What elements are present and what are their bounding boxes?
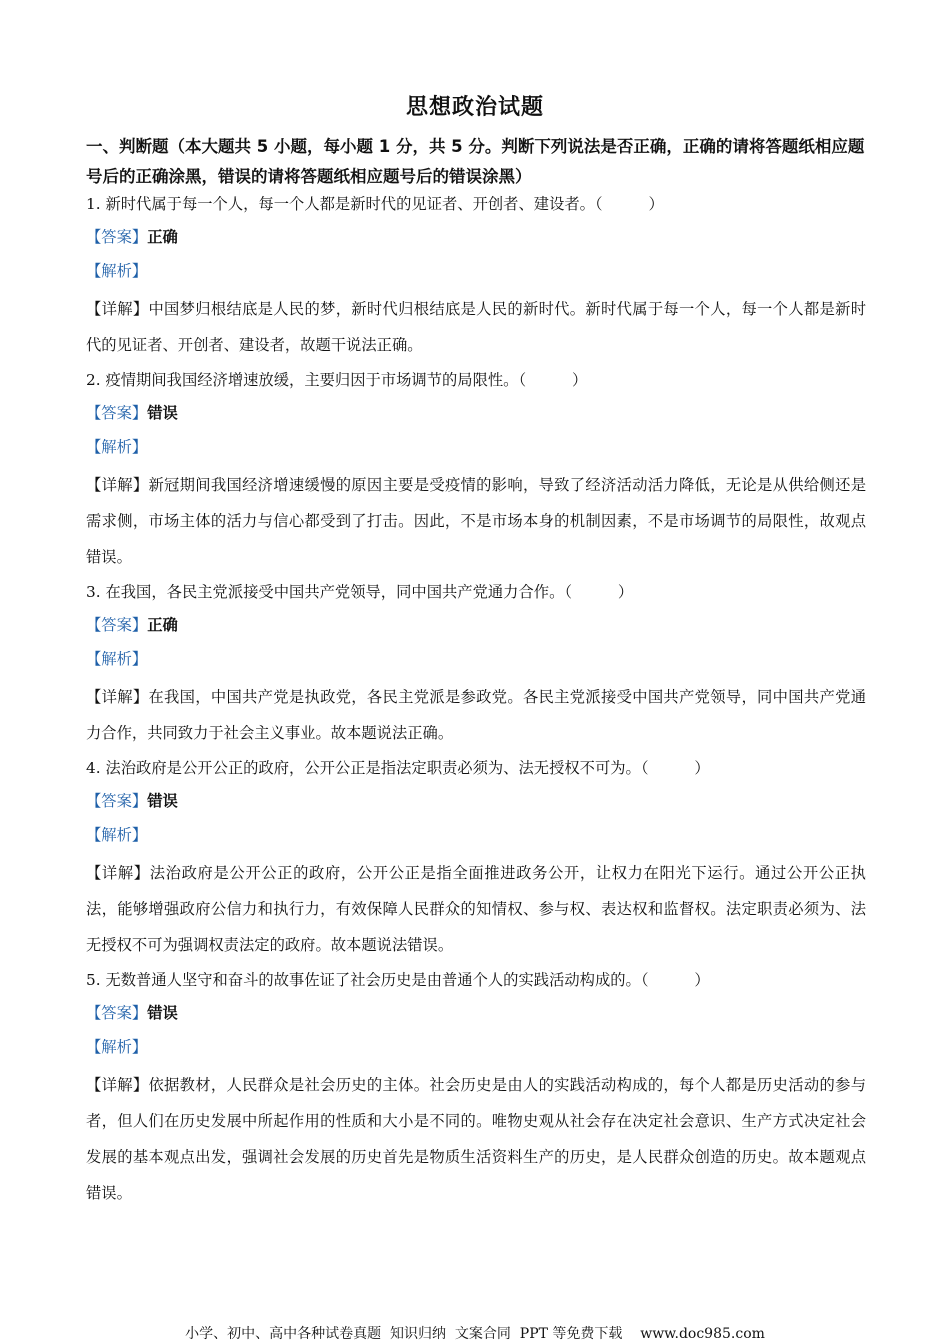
analysis-label: 【解析】 <box>86 650 148 668</box>
detail-text: 依据教材，人民群众是社会历史的主体。社会历史是由人的实践活动构成的，每个人都是历史活动的参与者，但人们在历史发展中所起作用的性质和大小是不同的。唯物史观从社会存在决定社会意识、生产方式决定社会发展的基本观点出发，强调社会发展的历史首先是物质生活资料生产的历史，是人民群众创造的历史。故本题观点错误。 <box>86 1076 866 1202</box>
analysis-label: 【解析】 <box>86 262 148 280</box>
detail-label: 【详解】 <box>86 864 150 882</box>
answer-label: 【答案】 <box>86 404 148 422</box>
page-title: 思想政治试题 <box>405 95 544 120</box>
detail-label: 【详解】 <box>86 300 149 318</box>
detail-paragraph <box>86 291 866 363</box>
answer-value: 错误 <box>147 1004 178 1022</box>
question-text: 1. 新时代属于每一个人，每一个人都是新时代的见证者、开创者、建设者。（ ） <box>86 195 664 213</box>
question-text: 3. 在我国，各民主党派接受中国共产党领导，同中国共产党通力合作。（ ） <box>86 583 634 601</box>
detail-text: 中国梦归根结底是人民的梦，新时代归根结底是人民的新时代。新时代属于每一个人，每一个人都是新时代的见证者、开创者、建设者，故题干说法正确。 <box>86 300 866 354</box>
section-heading: 一、判断题（本大题共 5 小题，每小题 1 分，共 5 分。判断下列说法是否正确，正确的请将答题纸相应题号后的正确涂黑，错误的请将答题纸相应题号后的错误涂黑） <box>86 137 865 186</box>
analysis-label: 【解析】 <box>86 826 148 844</box>
detail-text: 新冠期间我国经济增速缓慢的原因主要是受疫情的影响，导致了经济活动活力降低，无论是从供给侧还是需求侧，市场主体的活力与信心都受到了打击。因此，不是市场本身的机制因素，不是市场调节的局限性，故观点错误。 <box>86 476 866 566</box>
answer-value: 错误 <box>147 404 178 422</box>
analysis-label: 【解析】 <box>86 1038 148 1056</box>
detail-label: 【详解】 <box>86 476 149 494</box>
detail-paragraph <box>86 855 866 963</box>
question-text: 4. 法治政府是公开公正的政府，公开公正是指法定职责必须为、法无授权不可为。（ ） <box>86 759 710 777</box>
answer-value: 正确 <box>147 228 178 246</box>
answer-line <box>86 399 866 427</box>
answer-line <box>86 611 866 639</box>
answer-line <box>86 787 866 815</box>
answer-label: 【答案】 <box>86 616 148 634</box>
answer-value: 错误 <box>147 792 178 810</box>
answer-label: 【答案】 <box>86 1004 148 1022</box>
detail-paragraph <box>86 1067 866 1211</box>
question-text: 2. 疫情期间我国经济增速放缓，主要归因于市场调节的局限性。（ ） <box>86 371 588 389</box>
detail-label: 【详解】 <box>86 1076 149 1094</box>
detail-label: 【详解】 <box>86 688 149 706</box>
detail-text: 在我国，中国共产党是执政党，各民主党派是参政党。各民主党派接受中国共产党领导，同中国共产党通力合作，共同致力于社会主义事业。故本题说法正确。 <box>86 688 866 742</box>
answer-label: 【答案】 <box>86 792 148 810</box>
answer-line <box>86 999 866 1027</box>
answer-value: 正确 <box>147 616 178 634</box>
answer-line <box>86 223 866 251</box>
page-footer: 小学、初中、高中各种试卷真题 知识归纳 文案合同 PPT 等免费下载 www.doc985.com <box>185 1326 765 1342</box>
questions-list <box>86 190 866 1214</box>
analysis-label: 【解析】 <box>86 438 148 456</box>
detail-text: 法治政府是公开公正的政府，公开公正是指全面推进政务公开，让权力在阳光下运行。通过公开公正执法，能够增强政府公信力和执行力，有效保障人民群众的知情权、参与权、表达权和监督权。法定职责必须为、法无授权不可为强调权责法定的政府。故本题说法错误。 <box>86 864 866 954</box>
detail-paragraph <box>86 679 866 751</box>
answer-label: 【答案】 <box>86 228 148 246</box>
detail-paragraph <box>86 467 866 575</box>
question-text: 5. 无数普通人坚守和奋斗的故事佐证了社会历史是由普通个人的实践活动构成的。（ ） <box>86 971 710 989</box>
